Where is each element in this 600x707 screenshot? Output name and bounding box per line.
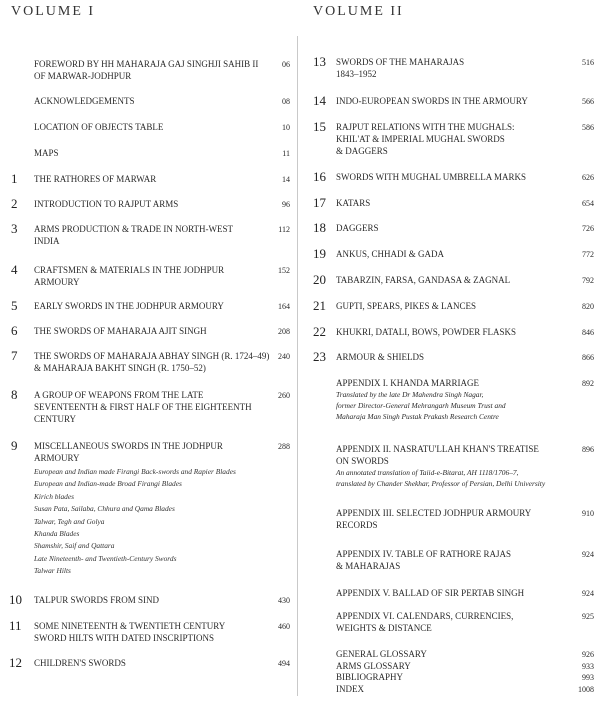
- appendix-title: [336, 507, 531, 531]
- toc-entry-line: MAPS: [34, 148, 59, 158]
- page-number: 288: [278, 442, 290, 451]
- chapter-number: 17: [313, 195, 326, 210]
- toc-entry-line: ACKNOWLEDGEMENTS: [34, 96, 135, 106]
- page-number: 924: [582, 589, 594, 598]
- chapter-number: 11: [9, 618, 22, 633]
- appendix-line: APPENDIX II. NASRATU'LLAH KHAN'S TREATISE: [336, 444, 539, 454]
- page-number: 14: [282, 175, 290, 184]
- toc-entry-title: [34, 350, 269, 374]
- page-number: 926: [582, 650, 594, 659]
- chapter-number: 20: [313, 272, 326, 287]
- page-number: 1008: [578, 684, 594, 694]
- toc-entry-title: [34, 121, 163, 133]
- chapter-number: 3: [11, 221, 18, 236]
- chapter-number: 9: [11, 438, 18, 453]
- chapter-number: 16: [313, 169, 326, 184]
- toc-entry-line: ARMOURY: [34, 277, 80, 287]
- toc-entry-line: KHIL'AT & IMPERIAL MUGHAL SWORDS: [336, 134, 505, 144]
- sub-item: European and Indian made Firangi Back-swords and Rapier Blades: [34, 467, 236, 476]
- toc-entry-line: SOME NINETEENTH & TWENTIETH CENTURY: [34, 621, 226, 631]
- sub-item: Shamshir, Saif and Qattara: [34, 541, 115, 551]
- page-number: 626: [582, 173, 594, 182]
- appendix-title: [336, 443, 545, 489]
- chapter-number: 2: [11, 196, 18, 211]
- page-number: 96: [282, 200, 290, 209]
- toc-entry-title: [34, 173, 156, 185]
- page-number: 792: [582, 276, 594, 285]
- toc-entry-title: [336, 300, 476, 312]
- page-number: 726: [582, 224, 594, 233]
- page-number: 08: [282, 97, 290, 106]
- appendix-title: [336, 377, 506, 422]
- chapter-number: 15: [313, 119, 326, 134]
- toc-entry-title: [34, 594, 159, 606]
- toc-entry-title: [34, 147, 59, 159]
- page-number: 566: [582, 97, 594, 106]
- chapter-number: 10: [9, 592, 22, 607]
- appendix-subtitle: former Director-General Mehrangarh Museum Trust and: [336, 401, 506, 410]
- toc-entry-title: [34, 657, 126, 669]
- sub-item: Talwar Hilts: [34, 566, 71, 576]
- chapter-number: 7: [11, 348, 18, 363]
- appendix-title: [336, 548, 511, 572]
- toc-entry-line: GUPTI, SPEARS, PIKES & LANCES: [336, 301, 477, 311]
- page-number: 772: [582, 250, 594, 259]
- page-number: 892: [582, 379, 594, 388]
- toc-entry-title: [336, 171, 526, 183]
- toc-entry-title: [34, 198, 178, 210]
- chapter-number: 18: [313, 220, 326, 235]
- toc-entry-line: THE SWORDS OF MAHARAJA ABHAY SINGH (R. 1724–49): [34, 351, 270, 361]
- toc-entry-line: DAGGERS: [336, 223, 379, 233]
- toc-entry-line: INDIA: [34, 236, 60, 246]
- page-number: 260: [278, 391, 290, 400]
- toc-entry-title: [34, 223, 233, 247]
- toc-entry-title: [34, 389, 252, 425]
- toc-entry-line: KHUKRI, DATALI, BOWS, POWDER FLASKS: [336, 327, 517, 337]
- appendix-line: APPENDIX VI. CALENDARS, CURRENCIES,: [336, 611, 514, 621]
- sub-item: Susan Pata, Sailaba, Chhura and Qama Blades: [34, 504, 175, 514]
- appendix-line: APPENDIX V. BALLAD OF SIR PERTAB SINGH: [336, 588, 525, 598]
- appendix-subtitle: Translated by the late Dr Mahendra Singh Nagar,: [336, 390, 484, 399]
- toc-entry-title: [34, 440, 223, 464]
- toc-entry-line: THE SWORDS OF MAHARAJA AJIT SINGH: [34, 326, 207, 336]
- page-number: 112: [278, 225, 290, 234]
- appendix-line: ON SWORDS: [336, 456, 389, 466]
- toc-entry-title: [336, 351, 424, 363]
- toc-entry-line: EARLY SWORDS IN THE JODHPUR ARMOURY: [34, 301, 224, 311]
- toc-entry-line: ARMOURY: [34, 453, 80, 463]
- page-number: 164: [278, 302, 290, 311]
- appendix-line: APPENDIX IV. TABLE OF RATHORE RAJAS: [336, 549, 511, 559]
- appendix-line: WEIGHTS & DISTANCE: [336, 623, 432, 633]
- toc-entry-line: ARMOUR & SHIELDS: [336, 352, 425, 362]
- chapter-number: 19: [313, 246, 326, 261]
- back-matter-title: BIBLIOGRAPHY: [336, 672, 404, 683]
- sub-item: Kirich blades: [34, 491, 75, 501]
- page-number: 516: [582, 58, 594, 67]
- toc-entry-title: [34, 95, 135, 107]
- volume-ii-heading: VOLUME II: [313, 4, 404, 19]
- toc-entry-line: SEVENTEENTH & FIRST HALF OF THE EIGHTEENTH: [34, 402, 252, 412]
- toc-entry-line: RAJPUT RELATIONS WITH THE MUGHALS:: [336, 122, 515, 132]
- chapter-number: 6: [11, 323, 18, 338]
- page-number: 152: [278, 266, 290, 275]
- chapter-number: 22: [313, 324, 326, 339]
- appendix-subtitle: Maharaja Man Singh Pustak Prakash Research Centre: [336, 412, 499, 421]
- toc-entry-title: [34, 58, 258, 82]
- toc-entry-title: [34, 300, 224, 312]
- toc-entry-line: 1843–1952: [336, 69, 377, 79]
- chapter-number: 5: [11, 298, 18, 313]
- toc-entry-title: [336, 95, 528, 107]
- back-matter-title: GENERAL GLOSSARY: [336, 649, 427, 659]
- sub-item: Khanda Blades: [34, 529, 80, 538]
- toc-entry-line: CENTURY: [34, 414, 77, 424]
- toc-entry-title: [34, 325, 207, 337]
- appendix-title: [336, 610, 513, 634]
- page-number: 654: [582, 199, 594, 208]
- toc-entry-title: [34, 264, 224, 288]
- page-number: 933: [582, 661, 594, 671]
- appendix-subtitle: An annotated translation of Taiid-e-Bitarat, AH 1118/1706–7,: [336, 468, 519, 477]
- toc-entry-line: SWORDS WITH MUGHAL UMBRELLA MARKS: [336, 172, 527, 182]
- page-number: 925: [582, 612, 594, 621]
- toc-entry-line: & DAGGERS: [336, 146, 388, 156]
- toc-entry-line: A GROUP OF WEAPONS FROM THE LATE: [34, 390, 204, 400]
- toc-entry-line: KATARS: [336, 198, 371, 208]
- chapter-number: 23: [313, 349, 326, 364]
- page-number: 240: [278, 352, 290, 361]
- page-number: 924: [582, 550, 594, 559]
- appendix-line: APPENDIX I. KHANDA MARRIAGE: [336, 378, 480, 388]
- toc-entry-line: CRAFTSMEN & MATERIALS IN THE JODHPUR: [34, 265, 225, 275]
- volume-i-heading: VOLUME I: [11, 4, 96, 19]
- toc-entry-title: [336, 121, 515, 157]
- chapter-number: 4: [11, 262, 18, 277]
- appendix-line: & MAHARAJAS: [336, 561, 401, 571]
- appendix-line: RECORDS: [336, 520, 378, 530]
- toc-entry-title: [34, 620, 225, 644]
- toc-entry-line: SWORD HILTS WITH DATED INSCRIPTIONS: [34, 633, 215, 643]
- page-number: 910: [582, 509, 594, 518]
- chapter-number: 8: [11, 387, 18, 402]
- page-number: 896: [582, 445, 594, 454]
- toc-entry-line: TALPUR SWORDS FROM SIND: [34, 595, 160, 605]
- appendix-line: APPENDIX III. SELECTED JODHPUR ARMOURY: [336, 508, 532, 518]
- page-number: 208: [278, 327, 290, 336]
- toc-entry-line: ARMS PRODUCTION & TRADE IN NORTH-WEST: [34, 224, 234, 234]
- toc-entry-line: OF MARWAR-JODHPUR: [34, 71, 132, 81]
- page-number: 586: [582, 123, 594, 132]
- page-number: 11: [282, 149, 290, 158]
- page-number: 846: [582, 328, 594, 337]
- toc-entry-line: MISCELLANEOUS SWORDS IN THE JODHPUR: [34, 441, 223, 451]
- chapter-number: 21: [313, 298, 326, 313]
- page-number: 430: [278, 596, 290, 605]
- page-number: 460: [278, 622, 290, 631]
- page-number: 06: [282, 60, 290, 69]
- toc-entry-line: SWORDS OF THE MAHARAJAS: [336, 57, 465, 67]
- page-number: 494: [278, 659, 290, 668]
- back-matter-title: ARMS GLOSSARY: [336, 660, 411, 671]
- appendix-title: [336, 587, 524, 599]
- page-number: 866: [582, 353, 594, 362]
- toc-entry-line: ANKUS, CHHADI & GADA: [336, 249, 444, 259]
- toc-entry-title: [336, 248, 444, 260]
- page-number: 820: [582, 302, 594, 311]
- chapter-number: 13: [313, 54, 326, 69]
- toc-entry-line: LOCATION OF OBJECTS TABLE: [34, 122, 164, 132]
- appendix-subtitle: translated by Chander Shekhar, Professor of Persian, Delhi University: [336, 479, 546, 488]
- toc-entry-title: [336, 326, 516, 338]
- toc-entry-line: INDO-EUROPEAN SWORDS IN THE ARMOURY: [336, 96, 528, 106]
- page-number: 993: [582, 673, 594, 683]
- chapter-number: 14: [313, 93, 326, 108]
- toc-entry-line: THE RATHORES OF MARWAR: [34, 174, 157, 184]
- toc-entry-title: [336, 56, 464, 80]
- toc-entry-line: TABARZIN, FARSA, GANDASA & ZAGNAL: [336, 275, 511, 285]
- sub-item: Talwar, Tegh and Golya: [34, 516, 105, 526]
- toc-entry-title: [336, 222, 379, 234]
- column-divider: [297, 36, 298, 696]
- chapter-number: 1: [11, 171, 18, 186]
- back-matter-title: INDEX: [336, 683, 364, 694]
- toc-entry-title: [336, 274, 510, 286]
- toc-entry-line: FOREWORD BY HH MAHARAJA GAJ SINGHJI SAHIB II: [34, 59, 259, 69]
- sub-item: European and Indian-made Broad Firangi Blades: [34, 479, 182, 489]
- toc-entry-line: & MAHARAJA BAKHT SINGH (R. 1750–52): [34, 363, 206, 373]
- toc-entry-title: [336, 197, 370, 209]
- page-number: 10: [282, 123, 290, 132]
- sub-item: Late Nineteenth- and Twentieth-Century Swords: [34, 553, 177, 563]
- toc-entry-line: INTRODUCTION TO RAJPUT ARMS: [34, 199, 179, 209]
- toc-entry-line: CHILDREN'S SWORDS: [34, 658, 126, 668]
- chapter-number: 12: [9, 655, 22, 670]
